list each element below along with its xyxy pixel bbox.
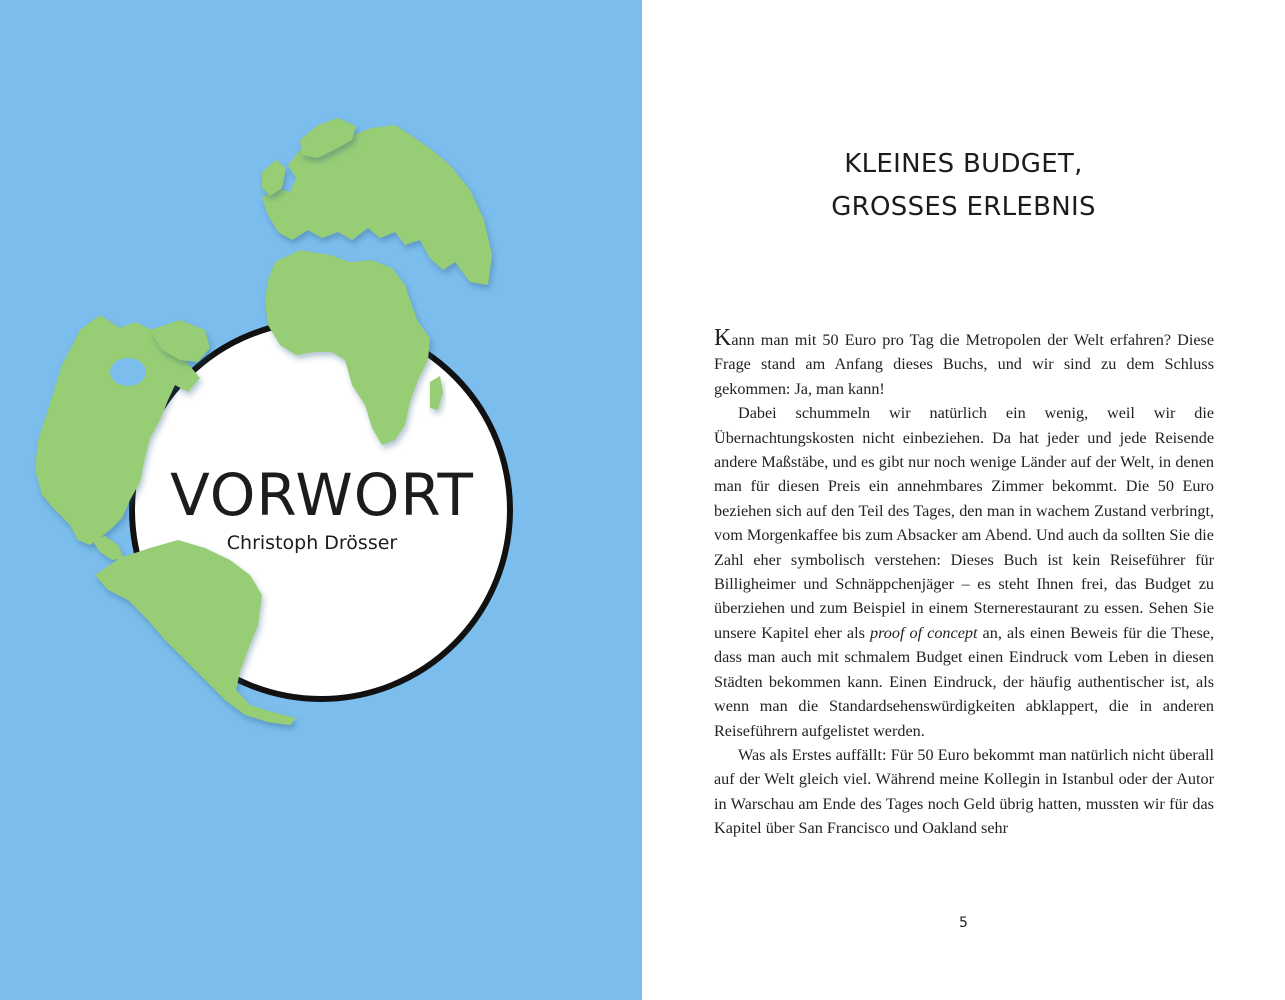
paragraph-2-text-a: Dabei schummeln wir natürlich ein wenig, weil wir die Übernachtungskosten nicht einbeziehen. Da hat jeder und jede Reisende andere Maßstäbe, und es gibt nur noch wenige Länder auf der Welt, in denen man für diesen Preis ein annehmbares Zimmer bekommt. Die 50 Euro beziehen sich auf den Teil des Tages, den man in wachem Zustand verbringt, vom Morgenkaffee bis zum Absacker am Abend. Und auch da sollten Sie die Zahl eher symbolisch verstehen: Dieses Buch ist kein Reiseführer für Billigheimer und Schnäppchenjäger – es steht Ihnen frei, das Budget zu überziehen und zum Beispiel in einem Sternerestaurant zu essen. Sehen Sie unsere Kapitel eher als	[714, 404, 1214, 642]
title-block	[130, 460, 514, 554]
right-page	[642, 0, 1285, 1000]
page-title: VORWORT	[170, 461, 474, 529]
paragraph-3	[714, 743, 1214, 841]
page-number: 5	[959, 915, 968, 931]
paragraph-3-text: Was als Erstes auffällt: Für 50 Euro bekommt man natürlich nicht überall auf der Welt gleich viel. Während meine Kollegin in Istanbul oder der Autor in Warschau am Ende des Tages noch Geld übrig hatten, mussten wir für das Kapitel über San Francisco und Oakland sehr	[714, 745, 1214, 838]
drop-cap: K	[714, 325, 732, 351]
paragraph-1-text: ann man mit 50 Euro pro Tag die Metropolen der Welt erfahren? Diese Frage stand am Anfang dieses Buchs, und wir sind zu dem Schluss gekommen: Ja, man kann!	[714, 331, 1214, 398]
chapter-title	[642, 143, 1285, 229]
body-text	[714, 326, 1214, 841]
chapter-title-line1: KLEINES BUDGET,	[844, 149, 1083, 179]
paragraph-1	[714, 326, 1214, 401]
paragraph-2-italic: proof of concept	[869, 623, 978, 642]
hudson-bay	[110, 358, 146, 386]
paragraph-2	[714, 401, 1214, 743]
left-page	[0, 0, 642, 1000]
paragraph-2-text-b: an, als einen Beweis für die These, dass man auch mit schmalem Budget einen Eindruck vom Leben in diesen Städten bekommen kann. Einen Eindruck, der häufig authentischer ist, als wenn man die Standardsehenswürdigkeiten abklappert, die in anderen Reiseführern aufgelistet werden.	[714, 623, 1214, 740]
author-name: Christoph Drösser	[226, 532, 398, 554]
chapter-title-line2: GROSSES ERLEBNIS	[831, 192, 1096, 222]
